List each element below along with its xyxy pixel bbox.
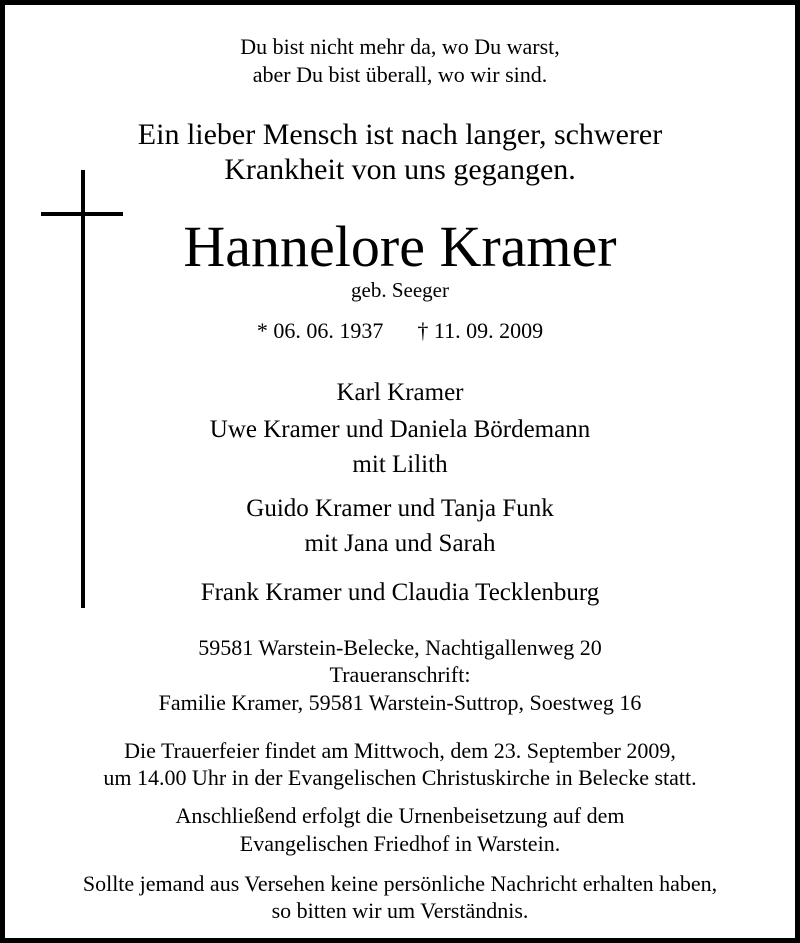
notice-line-2: um 14.00 Uhr in der Evangelischen Christuskirche in Belecke statt.	[103, 765, 697, 790]
notice-line-6: so bitten wir um Verständnis.	[271, 898, 529, 923]
notice-line-5: Sollte jemand aus Versehen keine persönliche Nachricht erhalten haben,	[82, 871, 718, 896]
address-line-2: Traueranschrift:	[329, 662, 471, 687]
intro-line-1: Ein lieber Mensch ist nach langer, schwerer	[137, 118, 663, 151]
family-line-6: Frank Kramer und Claudia Tecklenburg	[200, 579, 600, 606]
notice-line-1: Die Trauerfeier findet am Mittwoch, dem 23. September 2009,	[124, 738, 676, 763]
address-line-3: Familie Kramer, 59581 Warstein-Suttrop, Soestweg 16	[158, 690, 642, 715]
life-dates	[0, 320, 800, 342]
notice-line-3: Anschließend erfolgt die Urnenbeisetzung auf dem	[175, 803, 625, 828]
birth-name: geb. Seeger	[351, 278, 449, 302]
family-line-5: mit Jana und Sarah	[304, 530, 496, 557]
address-line-1: 59581 Warstein-Belecke, Nachtigallenweg 20	[198, 635, 602, 660]
family-line-4: Guido Kramer und Tanja Funk	[246, 495, 554, 522]
birth-date: * 06. 06. 1937	[256, 318, 384, 343]
cross-icon-bar	[41, 212, 123, 216]
notice-line-4: Evangelischen Friedhof in Warstein.	[239, 831, 561, 856]
death-date: † 11. 09. 2009	[417, 318, 544, 343]
family-line-3: mit Lilith	[352, 451, 448, 478]
intro-line-2: Krankheit von uns gegangen.	[224, 153, 576, 186]
family-line-1: Karl Kramer	[336, 379, 464, 406]
family-line-2: Uwe Kramer und Daniela Bördemann	[209, 416, 591, 443]
poem-line-2: aber Du bist überall, wo wir sind.	[252, 62, 548, 87]
poem-line-1: Du bist nicht mehr da, wo Du warst,	[240, 34, 560, 59]
deceased-name: Hannelore Kramer	[183, 214, 617, 279]
